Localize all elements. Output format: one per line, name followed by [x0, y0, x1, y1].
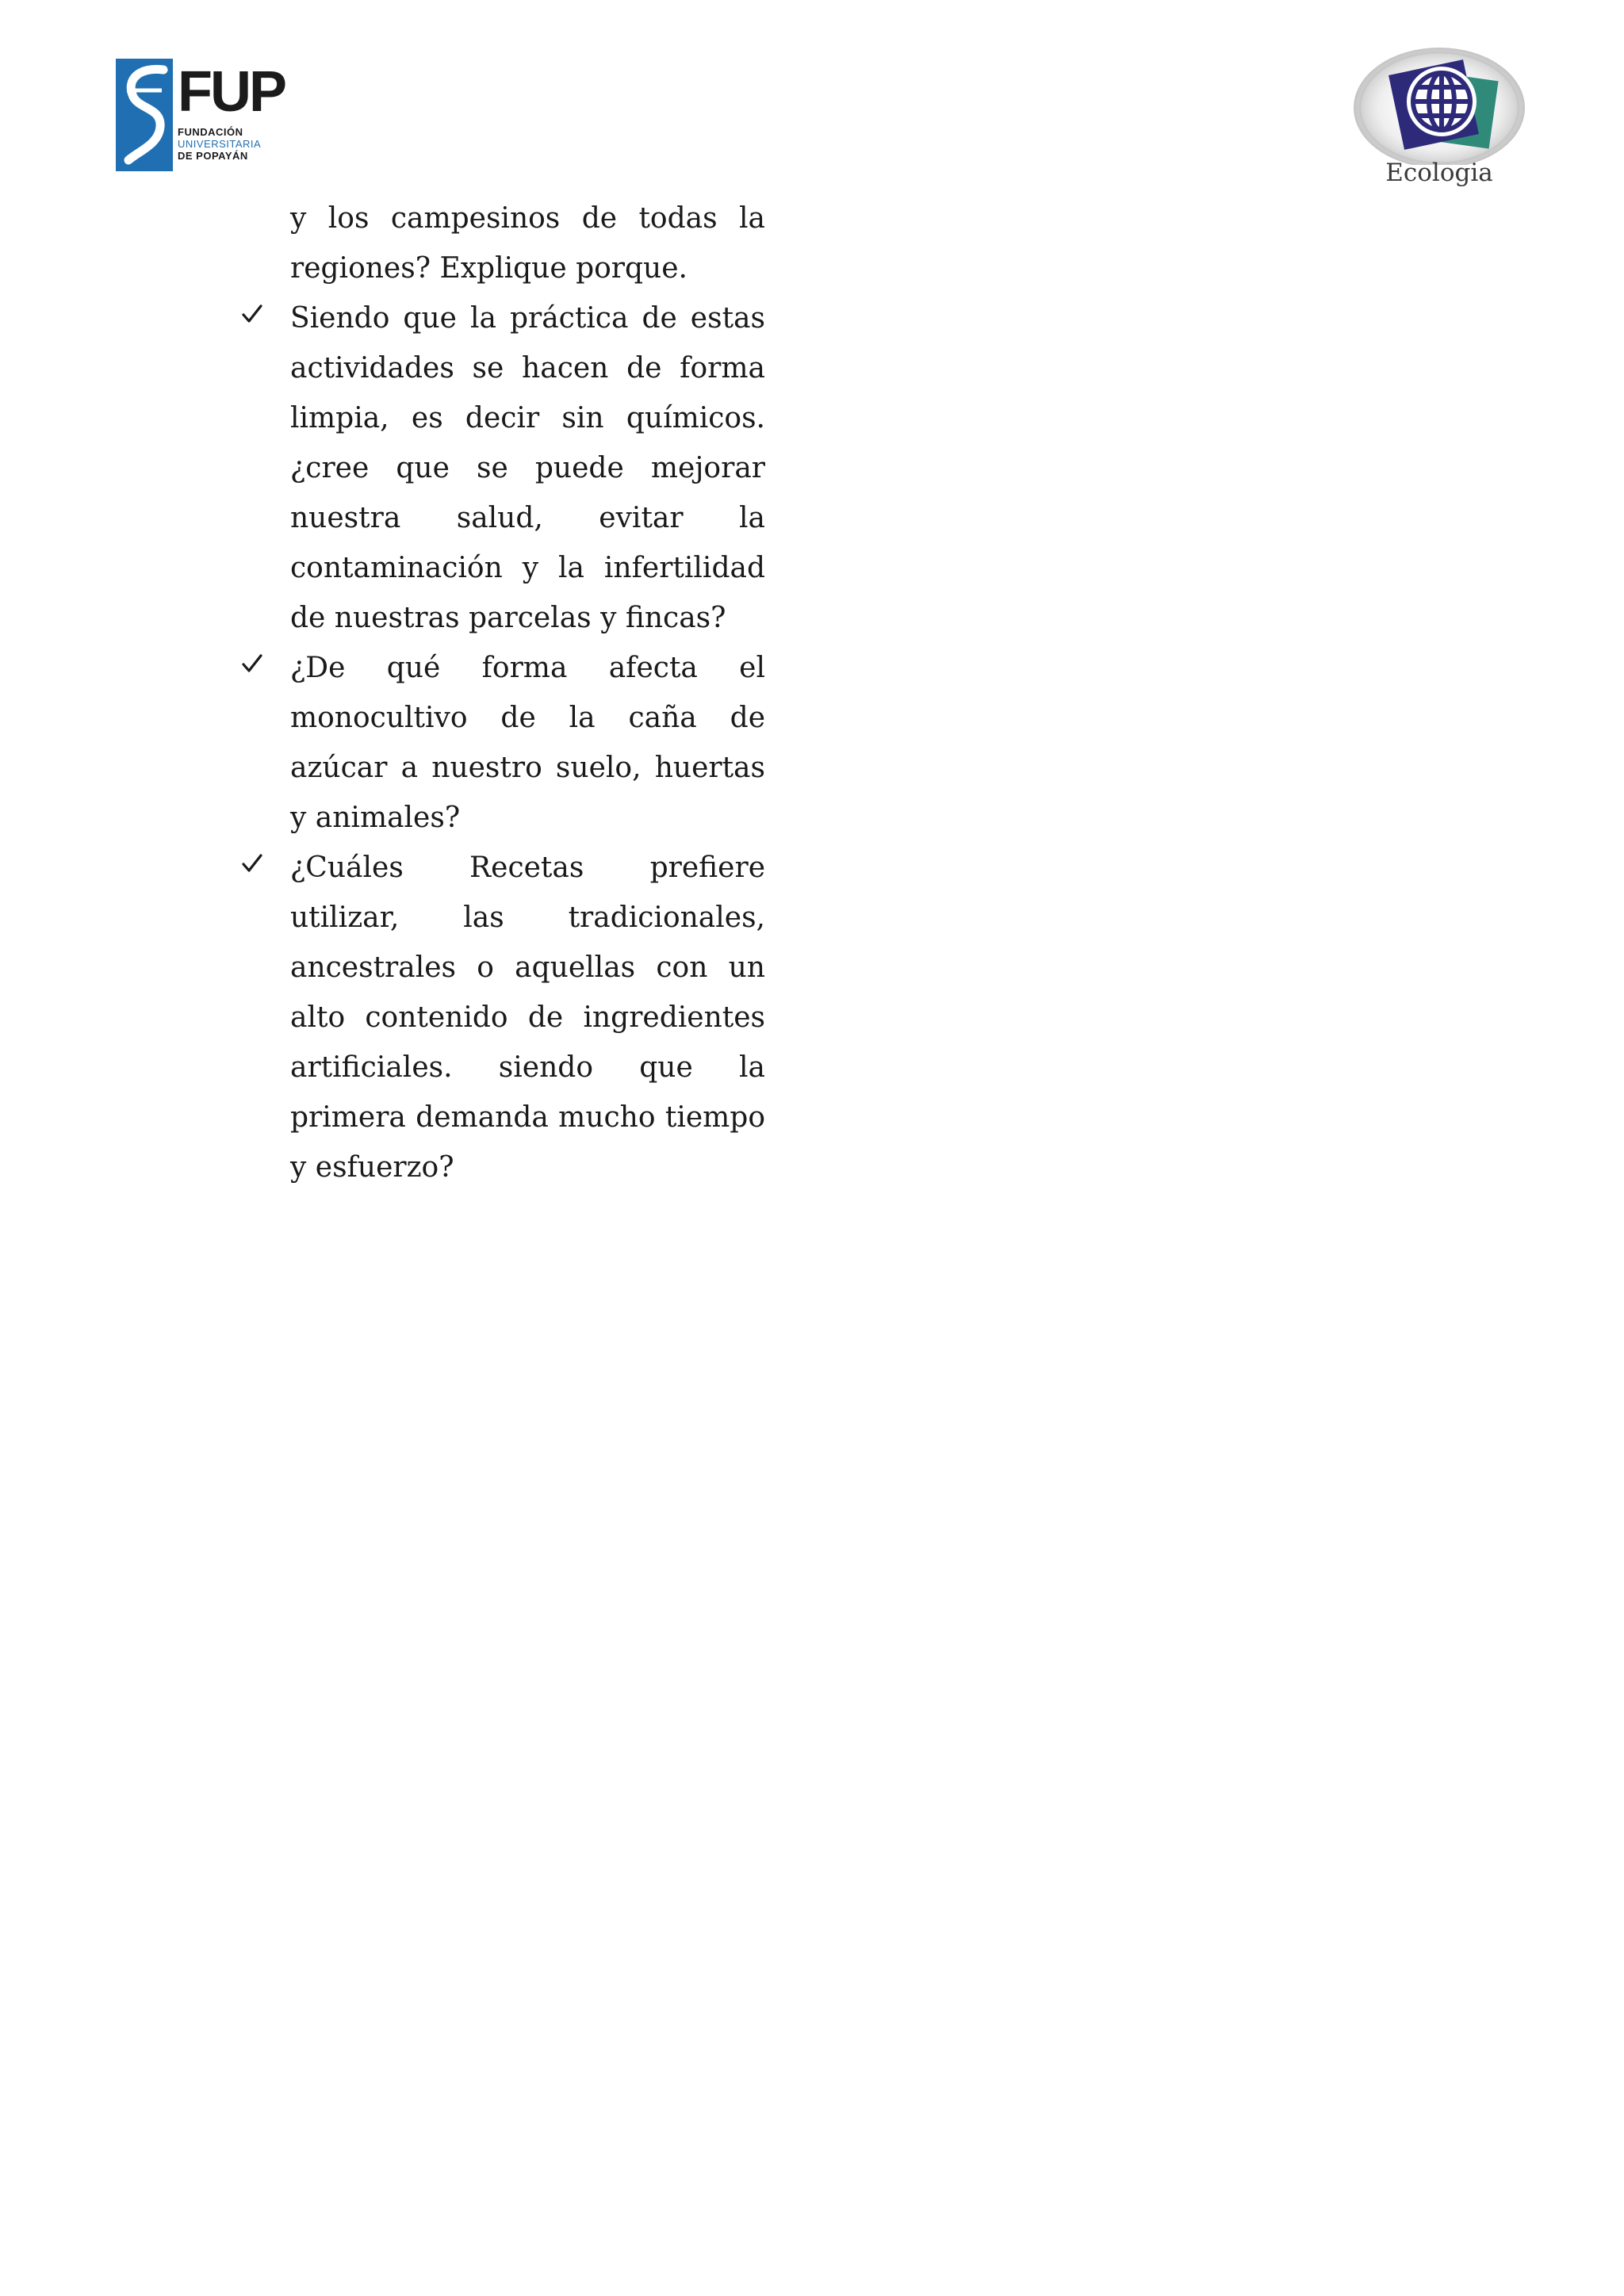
- fup-logo-subline: DE POPAYÁN: [178, 150, 248, 162]
- list-item: [238, 843, 765, 1192]
- fup-logo-text: FUP: [178, 60, 285, 124]
- ecologia-logo: [1348, 38, 1530, 197]
- check-icon: [241, 852, 263, 874]
- fup-logo-subline: FUNDACIÓN: [178, 126, 243, 138]
- ecologia-logo-label: Ecologia: [1385, 159, 1493, 187]
- check-icon: [241, 652, 263, 675]
- fup-logo-mark: [116, 59, 173, 171]
- list-item: [238, 643, 765, 843]
- fup-logo: [116, 59, 285, 171]
- list-item: [238, 293, 765, 643]
- check-icon: [241, 303, 263, 325]
- document-body: [238, 193, 765, 1192]
- list-item-text: ¿Cuáles Recetas prefiere utilizar, las tradicionales, ancestrales o aquellas con un alto contenido de ingredientes artificiales. siendo que la primera demanda mucho tiempo y esfuerzo?: [290, 851, 765, 1184]
- fup-logo-subline: UNIVERSITARIA: [178, 138, 262, 150]
- question-list: [238, 293, 765, 1192]
- list-item-text: ¿De qué forma afecta el monocultivo de la caña de azúcar a nuestro suelo, huertas y animales?: [290, 652, 765, 834]
- continuation-paragraph: y los campesinos de todas la regiones? Explique porque.: [290, 202, 765, 285]
- list-item-text: Siendo que la práctica de estas actividades se hacen de forma limpia, es decir sin químicos. ¿cree que se puede mejorar nuestra salud, evitar la contaminación y la infertilidad de nuestras parcelas y fincas?: [290, 302, 765, 634]
- globe-icon: [1348, 38, 1530, 165]
